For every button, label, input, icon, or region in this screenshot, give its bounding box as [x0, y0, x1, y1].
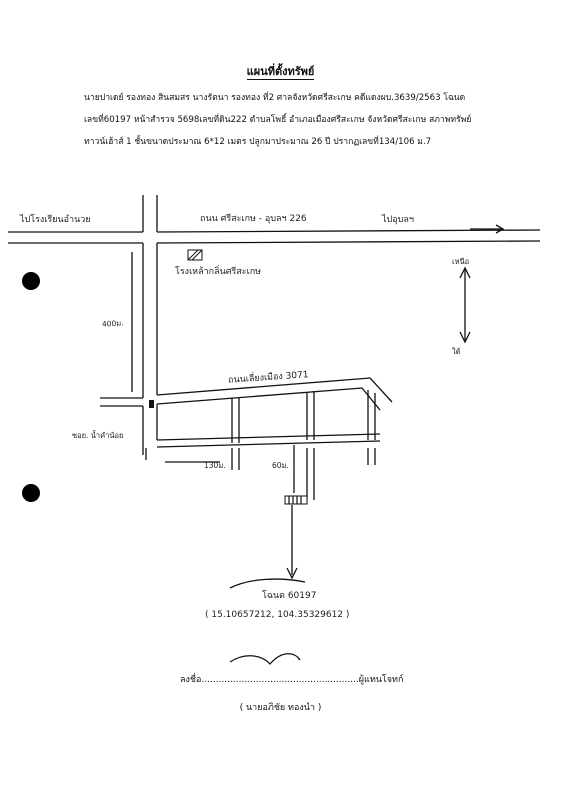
label-to-ubon: ไปอุบลฯ — [382, 215, 414, 225]
label-coordinates: ( 15.10657212, 104.35329612 ) — [205, 610, 350, 620]
label-60m: 60ม. — [272, 461, 289, 470]
paragraph-line-3: ทาวน์เฮ้าส์ 1 ชั้นขนาดประมาณ 6*12 เมตร ปลูกมาประมาณ 26 ปี ปรากฏเลขที่134/106 ม.7 — [84, 137, 432, 147]
signature-scribble — [230, 654, 300, 664]
paragraph-line-2: เลขที่60197 หน้าสำรวจ 5698เลขที่ดิน222 ตำบลโพธิ์ อำเภอเมืองศรีสะเกษ จังหวัดศรีสะเกษ สภาพทรัพย์ — [84, 115, 472, 125]
label-main-road: ถนน ศรีสะเกษ - อุบลฯ 226 — [200, 214, 307, 224]
label-alley: ซอย. น้ำคำน้อย — [72, 431, 124, 440]
signatory-name: ( นายอภิชัย ทองนำ ) — [239, 703, 322, 713]
signature-line: ลงชื่อ.......................................................ผู้แทนโจทก์ — [180, 675, 404, 685]
school-marker — [188, 250, 202, 260]
top-road-right-edge-2 — [157, 241, 540, 243]
label-south: ใต้ — [452, 347, 461, 356]
document-title: แผนที่ตั้งทรัพย์ — [246, 65, 315, 78]
label-130m: 130ม. — [204, 461, 226, 470]
bypass-road-bottom — [157, 388, 380, 410]
alley-top-1 — [157, 434, 380, 440]
label-north: เหนือ — [452, 257, 470, 266]
label-to-school-west: ไปโรงเรียนอำนวย — [20, 215, 91, 225]
label-deed-number: โฉนด 60197 — [262, 591, 317, 601]
deed-swoosh — [230, 579, 305, 588]
paragraph-line-1: นายปาเดย์ รองทอง สินสมสร นางรัตนา รองทอง ที่2 ศาลจังหวัดศรีสะเกษ คดีแดงผบ.3639/2563 โฉนด — [84, 93, 466, 103]
property-marker — [285, 496, 307, 504]
alley-marker — [149, 400, 154, 408]
label-school: โรงเหล้ากลิ่นศรีสะเกษ — [175, 267, 262, 277]
label-400m: 400ม. — [101, 318, 124, 329]
label-road-3071: ถนนเลี่ยงเมือง 3071 — [227, 370, 309, 386]
alley-top-2 — [157, 441, 380, 447]
top-road-right-edge — [157, 230, 540, 232]
